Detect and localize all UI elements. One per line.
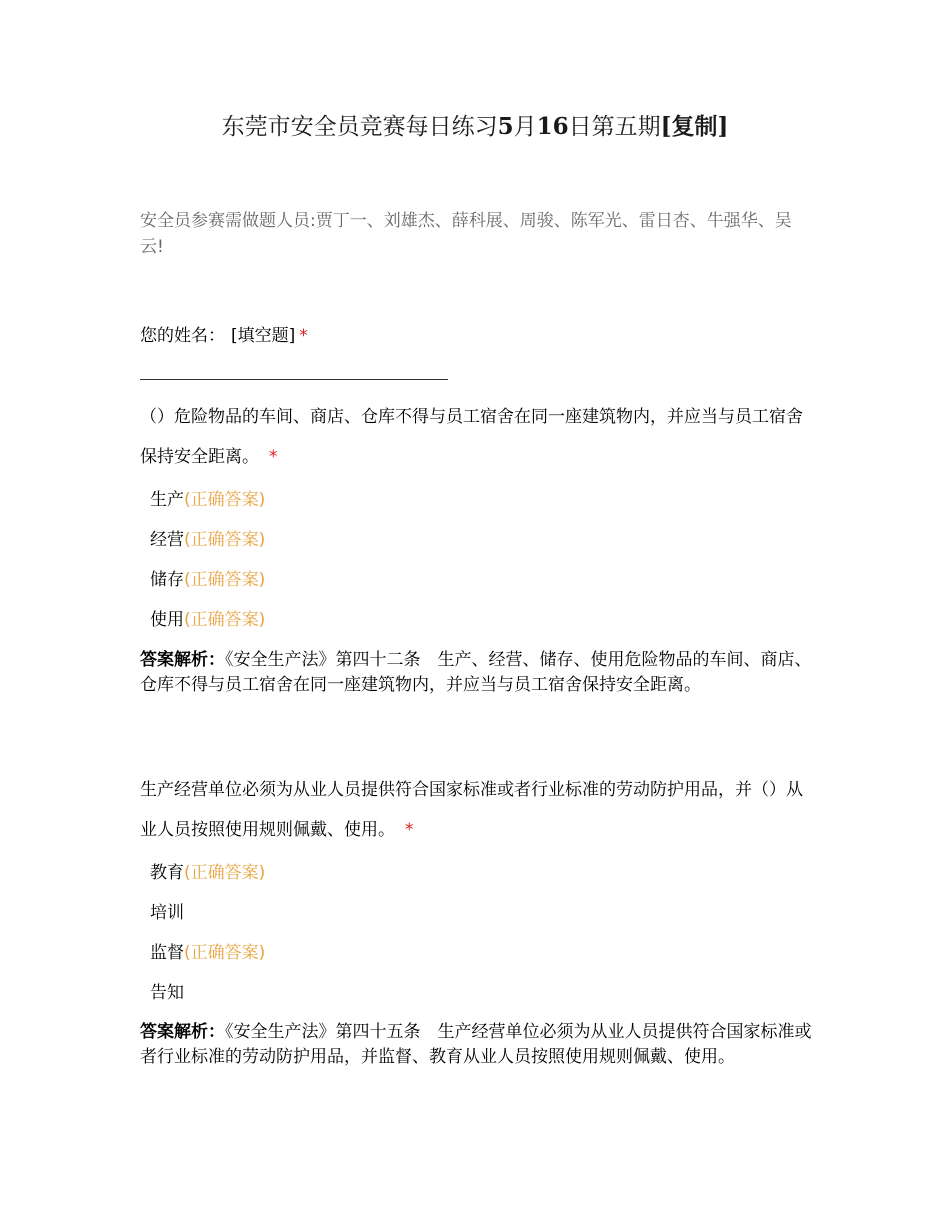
question-1-required-mark: * <box>269 447 278 467</box>
option-label: 使用 <box>150 610 184 630</box>
question-2-required-mark: * <box>405 820 414 840</box>
analysis-label: 答案解析： <box>140 1022 225 1042</box>
option-label: 教育 <box>150 863 184 883</box>
correct-answer-marker: (正确答案) <box>184 863 266 883</box>
question-1-option-2[interactable] <box>150 526 265 554</box>
question-2-analysis <box>140 1020 814 1070</box>
title-month: 5 <box>497 113 514 140</box>
correct-answer-marker: (正确答案) <box>184 943 266 963</box>
title-prefix: 东莞市安全员竞赛每日练习 <box>221 114 498 140</box>
title-copy-tag: [复制] <box>660 113 729 140</box>
correct-answer-marker: (正确答案) <box>184 570 266 590</box>
option-label: 储存 <box>150 570 184 590</box>
page-title <box>0 110 950 144</box>
question-2-option-3[interactable] <box>150 939 265 967</box>
name-input-line[interactable] <box>140 379 448 380</box>
question-1-stem: （）危险物品的车间、商店、仓库不得与员工宿舍在同一座建筑物内，并应当与员工宿舍保持安全距离。 <box>140 407 803 467</box>
option-label: 告知 <box>150 983 184 1003</box>
question-2-option-1[interactable] <box>150 859 265 887</box>
name-question <box>140 322 308 350</box>
question-2-option-2[interactable] <box>150 899 184 927</box>
participants-notice: 安全员参赛需做题人员:贾丁一、刘雄杰、薛科展、周骏、陈军光、雷日杏、牛强华、吴云! <box>140 211 792 257</box>
correct-answer-marker: (正确答案) <box>184 530 266 550</box>
analysis-text: 《安全生产法》第四十二条 生产、经营、储存、使用危险物品的车间、商店、仓库不得与员工宿舍在同一座建筑物内，并应当与员工宿舍保持安全距离。 <box>140 650 812 695</box>
question-1-option-4[interactable] <box>150 606 265 634</box>
question-2-stem: 生产经营单位必须为从业人员提供符合国家标准或者行业标准的劳动防护用品，并（）从业人员按照使用规则佩戴、使用。 <box>140 780 803 840</box>
question-1-option-1[interactable] <box>150 486 265 514</box>
correct-answer-marker: (正确答案) <box>184 490 266 510</box>
option-label: 生产 <box>150 490 184 510</box>
question-2-option-4[interactable] <box>150 979 184 1007</box>
title-suffix: 日第五期 <box>568 114 661 140</box>
option-label: 监督 <box>150 943 184 963</box>
analysis-label: 答案解析： <box>140 650 225 670</box>
question-1-option-3[interactable] <box>150 566 265 594</box>
title-day: 16 <box>536 113 569 140</box>
option-label: 经营 <box>150 530 184 550</box>
question-2-text <box>140 770 814 850</box>
option-label: 培训 <box>150 903 184 923</box>
question-1-analysis <box>140 648 814 698</box>
question-1-text <box>140 397 814 477</box>
required-mark: * <box>299 326 308 346</box>
correct-answer-marker: (正确答案) <box>184 610 266 630</box>
name-question-label: 您的姓名： <box>140 326 225 346</box>
question-type-tag: [填空题] <box>231 326 296 346</box>
title-month-unit: 月 <box>513 114 537 140</box>
analysis-text: 《安全生产法》第四十五条 生产经营单位必须为从业人员提供符合国家标准或者行业标准的劳动防护用品，并监督、教育从业人员按照使用规则佩戴、使用。 <box>140 1022 812 1067</box>
